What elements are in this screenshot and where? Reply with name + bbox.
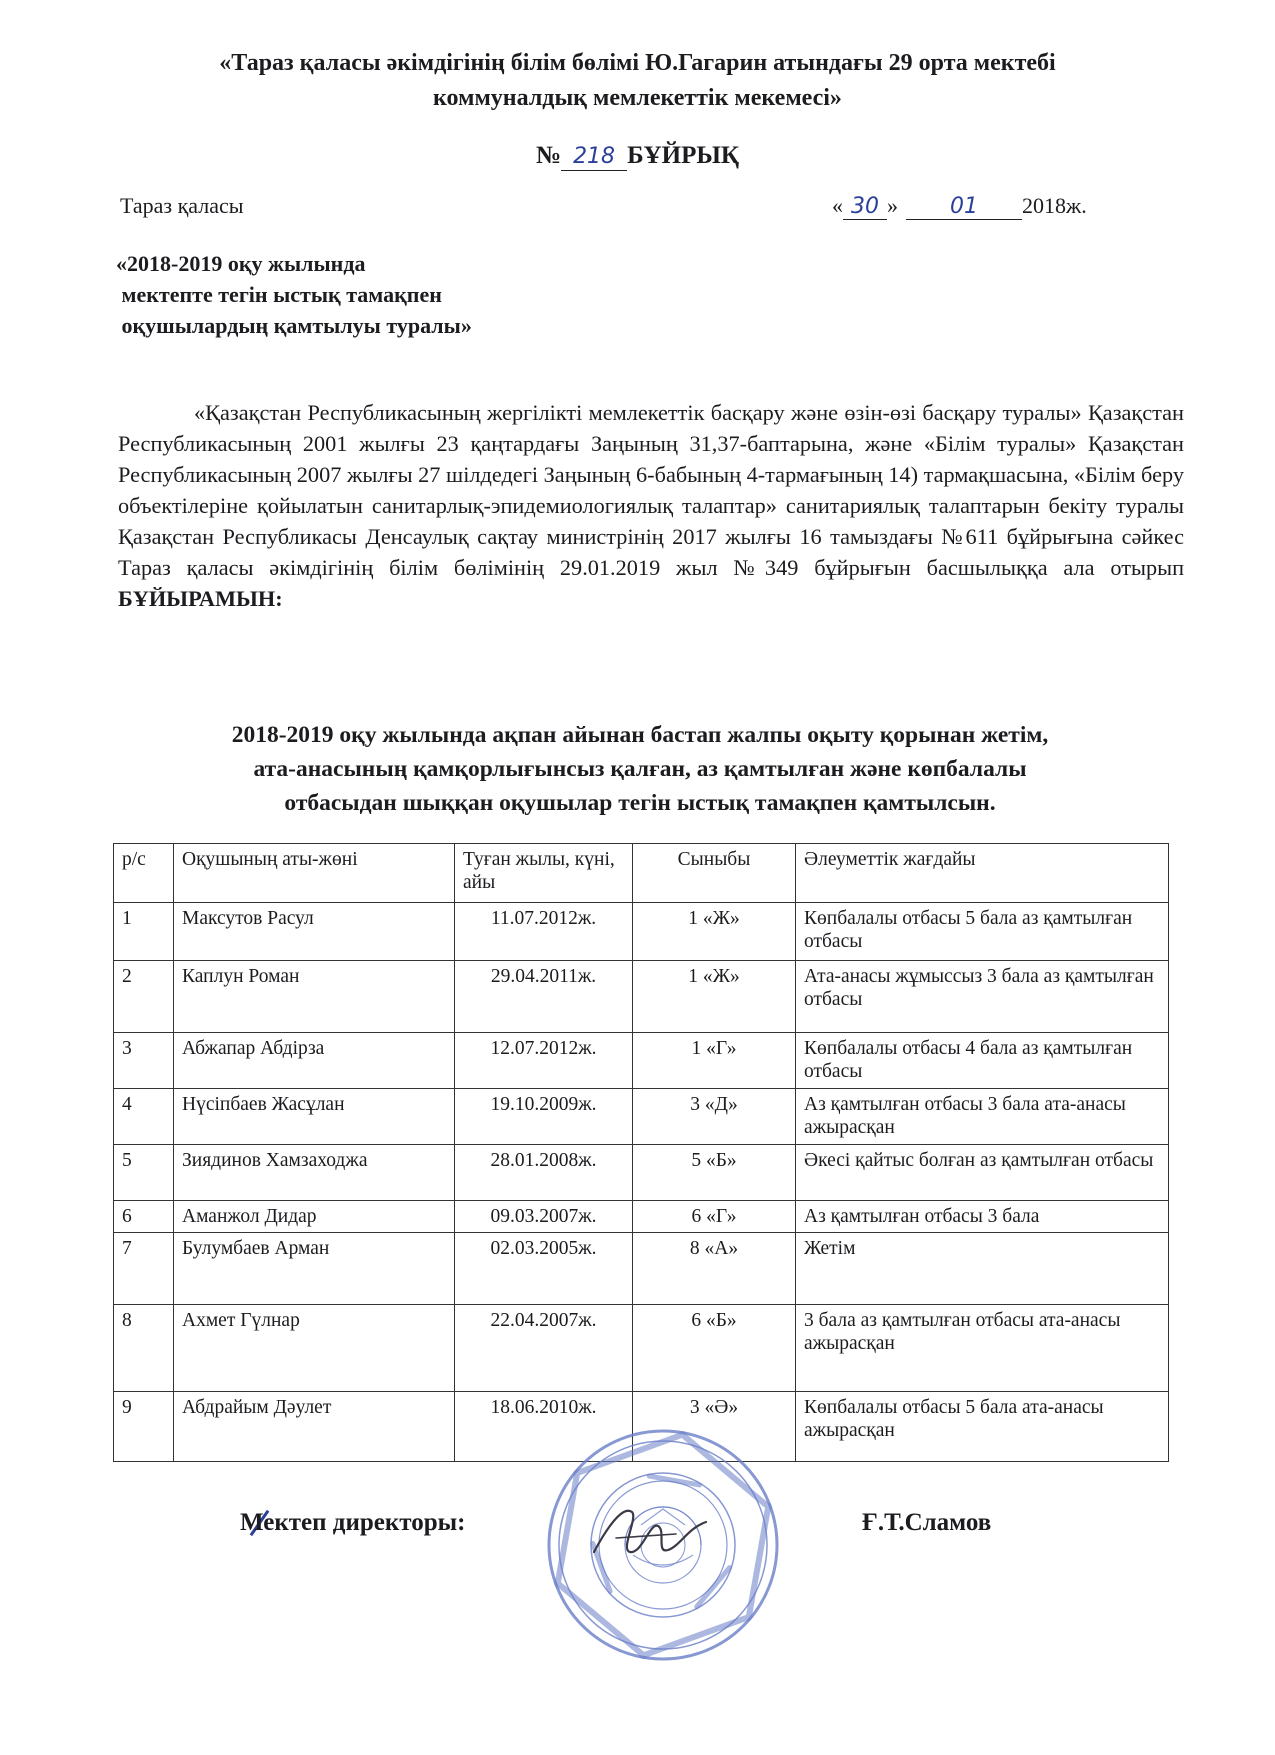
cell-num: 4: [114, 1089, 174, 1145]
table-row: [114, 1201, 1169, 1233]
subject-line-1: «2018-2019 оқу жылында: [116, 251, 366, 276]
cell-birth: 29.04.2011ж.: [455, 961, 633, 1033]
cell-class: 8 «А»: [633, 1233, 796, 1305]
cell-num: 1: [114, 903, 174, 961]
cell-name: Аманжол Дидар: [174, 1201, 455, 1233]
table-row: [114, 903, 1169, 961]
cell-name: Ахмет Гүлнар: [174, 1305, 455, 1392]
preamble-paragraph: [118, 397, 1184, 614]
cell-social: Әкесі қайтыс болған аз қамтылған отбасы: [796, 1145, 1169, 1201]
cell-birth: 19.10.2009ж.: [455, 1089, 633, 1145]
table-row: [114, 1145, 1169, 1201]
cell-class: 6 «Б»: [633, 1305, 796, 1392]
cell-class: 1 «Ж»: [633, 961, 796, 1033]
cell-num: 2: [114, 961, 174, 1033]
cell-name: Максутов Расул: [174, 903, 455, 961]
date-day: 30: [851, 194, 879, 219]
cell-num: 3: [114, 1033, 174, 1089]
cell-num: 6: [114, 1201, 174, 1233]
cell-birth: 11.07.2012ж.: [455, 903, 633, 961]
order-date: [832, 193, 1087, 220]
order-title-line: [0, 142, 1275, 171]
director-name: Ғ.Т.Сламов: [862, 1509, 992, 1536]
cell-name: Нүсіпбаев Жасұлан: [174, 1089, 455, 1145]
organization-header: [100, 46, 1175, 116]
order-subject: [116, 248, 472, 341]
command-word: БҰЙЫРАМЫН:: [118, 586, 283, 611]
date-year: 2018ж.: [1022, 193, 1087, 218]
cell-name: Каплун Роман: [174, 961, 455, 1033]
table-row: [114, 1089, 1169, 1145]
table-row: [114, 961, 1169, 1033]
order-number-handwritten: 218: [573, 144, 616, 169]
cell-class: 5 «Б»: [633, 1145, 796, 1201]
cell-name: Абжапар Абдірза: [174, 1033, 455, 1089]
cell-social: Жетім: [796, 1233, 1169, 1305]
cell-num: 8: [114, 1305, 174, 1392]
header-birth: Туған жылы, күні, айы: [455, 844, 633, 903]
subject-line-3: оқушылардың қамтылуы туралы»: [116, 313, 472, 338]
decree-statement: [110, 718, 1170, 820]
cell-num: 9: [114, 1392, 174, 1462]
header-class: Сыныбы: [633, 844, 796, 903]
cell-name: Булумбаев Арман: [174, 1233, 455, 1305]
subject-line-2: мектепте тегін ыстық тамақпен: [116, 282, 442, 307]
table-row: [114, 1233, 1169, 1305]
table-row: [114, 1033, 1169, 1089]
table-row: [114, 1305, 1169, 1392]
cell-birth: 02.03.2005ж.: [455, 1233, 633, 1305]
cell-class: 1 «Г»: [633, 1033, 796, 1089]
cell-social: 3 бала аз қамтылған отбасы ата-анасы ажырасқан: [796, 1305, 1169, 1392]
cell-class: 3 «Д»: [633, 1089, 796, 1145]
students-table: [113, 843, 1169, 1462]
header-num: р/с: [114, 844, 174, 903]
cell-name: Абдрайым Дәулет: [174, 1392, 455, 1462]
cell-social: Көпбалалы отбасы 4 бала аз қамтылған отбасы: [796, 1033, 1169, 1089]
cell-social: Аз қамтылған отбасы 3 бала ата-анасы ажырасқан: [796, 1089, 1169, 1145]
decree-line-1: 2018-2019 оқу жылында ақпан айынан бастап жалпы оқыту қорынан жетім,: [231, 722, 1049, 748]
cell-birth: 28.01.2008ж.: [455, 1145, 633, 1201]
cell-num: 7: [114, 1233, 174, 1305]
date-month: 01: [950, 194, 978, 219]
org-line-2: коммуналдық мемлекеттік мекемесі»: [433, 85, 842, 111]
date-day-field: [843, 194, 887, 220]
cell-social: Көпбалалы отбасы 5 бала ата-анасы ажырасқан: [796, 1392, 1169, 1462]
header-name: Оқушының аты-жөні: [174, 844, 455, 903]
order-number-prefix: №: [535, 142, 562, 169]
cell-social: Аз қамтылған отбасы 3 бала: [796, 1201, 1169, 1233]
preamble-text: «Қазақстан Республикасының жергілікті мемлекеттік басқару және өзін-өзі басқару туралы» Қазақстан Республикасының 2001 жылғы 23 қаңтардағы Заңының 31,37-баптарына, және «Білім туралы» Қазақстан Республикасының 2007 жылғы 27 шілдедегі Заңының 6-бабының 4-тармағының 14) тармақшасына, «Білім беру объектілеріне қойылатын санитарлық-эпидемиологиялық талаптар» санитариялық талаптарын бекіту туралы Қазақстан Республикасы Денсаулық сақтау министрінің 2017 жылғы 16 тамыздағы №611 бұйрығына сәйкес Тараз қаласы әкімдігінің білім бөлімінің 29.01.2019 жыл №349 бұйрығын басшылыққа ала отырып: [118, 400, 1185, 580]
date-month-field: [906, 194, 1022, 220]
handwritten-signature-icon: [580, 1492, 720, 1572]
org-line-1: «Тараз қаласы әкімдігінің білім бөлімі Ю.Гагарин атындағы 29 орта мектебі: [219, 50, 1056, 76]
decree-line-3: отбасыдан шыққан оқушылар тегін ыстық тамақпен қамтылсын.: [284, 790, 996, 816]
cell-class: 6 «Г»: [633, 1201, 796, 1233]
decree-line-2: ата-анасының қамқорлығынсыз қалған, аз қамтылған және көпбалалы: [253, 756, 1027, 782]
cell-class: 3 «Ә»: [633, 1392, 796, 1462]
cell-birth: 12.07.2012ж.: [455, 1033, 633, 1089]
cell-class: 1 «Ж»: [633, 903, 796, 961]
header-social: Әлеуметтік жағдайы: [796, 844, 1169, 903]
city-name: Тараз қаласы: [120, 193, 244, 218]
cell-birth: 18.06.2010ж.: [455, 1392, 633, 1462]
date-open-quote: «: [832, 193, 843, 218]
order-title: БҰЙРЫҚ: [627, 142, 740, 169]
order-number: [561, 143, 627, 171]
cell-social: Көпбалалы отбасы 5 бала аз қамтылған отбасы: [796, 903, 1169, 961]
cell-birth: 22.04.2007ж.: [455, 1305, 633, 1392]
cell-name: Зиядинов Хамзаходжа: [174, 1145, 455, 1201]
director-position: Мектеп директоры:: [240, 1509, 466, 1536]
table-header-row: [114, 844, 1169, 903]
date-close-quote: »: [887, 193, 898, 218]
cell-social: Ата-анасы жұмыссыз 3 бала аз қамтылған отбасы: [796, 961, 1169, 1033]
cell-num: 5: [114, 1145, 174, 1201]
cell-birth: 09.03.2007ж.: [455, 1201, 633, 1233]
